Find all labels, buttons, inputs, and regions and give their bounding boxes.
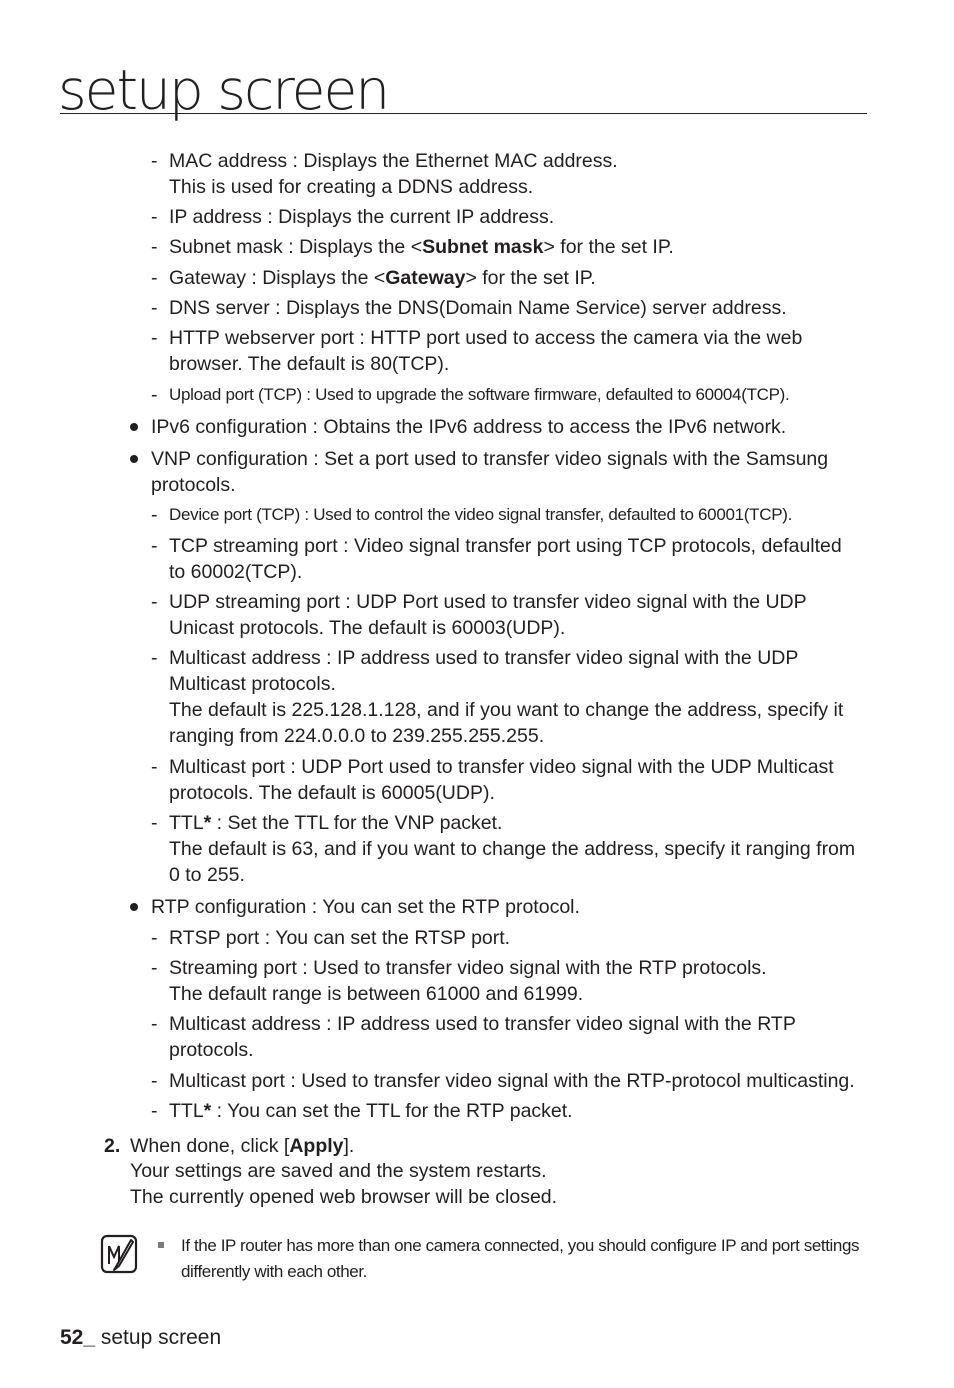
dash-marker: - bbox=[151, 327, 158, 349]
ttl-star: * bbox=[203, 812, 212, 834]
mac-address-line-1: MAC address : Displays the Ethernet MAC address. bbox=[169, 150, 618, 172]
ttl-line-3: 0 to 255. bbox=[169, 864, 245, 886]
dash-marker: - bbox=[151, 150, 158, 172]
dash-marker: - bbox=[151, 1070, 158, 1092]
rtp-ttl-star: * bbox=[203, 1100, 212, 1122]
multicast-address-line-2: Multicast protocols. bbox=[169, 673, 336, 695]
ipv6-configuration-item: IPv6 configuration : Obtains the IPv6 address to access the IPv6 network. bbox=[151, 416, 787, 438]
note-line-1: If the IP router has more than one camera connected, you should configure IP and port settings bbox=[181, 1236, 860, 1255]
ip-address-item: IP address : Displays the current IP address. bbox=[169, 206, 555, 228]
tcp-streaming-line-1: TCP streaming port : Video signal transfer port using TCP protocols, defaulted bbox=[169, 535, 842, 557]
step-number: 2. bbox=[104, 1135, 121, 1157]
rtp-ttl-description: : You can set the TTL for the RTP packet. bbox=[211, 1100, 573, 1122]
gateway-bold: Gateway bbox=[385, 267, 466, 289]
rtp-ttl-label: TTL bbox=[169, 1100, 204, 1122]
rtp-multicast-address-line-1: Multicast address : IP address used to transfer video signal with the RTP bbox=[169, 1013, 796, 1035]
step2-line-1-post: ]. bbox=[343, 1135, 355, 1157]
subnet-mask-pre: Subnet mask : Displays the < bbox=[169, 236, 423, 258]
gateway-item bbox=[169, 265, 596, 291]
step2-line-2: Your settings are saved and the system restarts. bbox=[130, 1160, 547, 1182]
dash-marker: - bbox=[151, 927, 158, 949]
ttl-line-1 bbox=[169, 810, 502, 836]
footer-section-name: setup screen bbox=[95, 1326, 222, 1349]
step2-line-1 bbox=[130, 1133, 354, 1159]
dash-marker: - bbox=[151, 384, 158, 406]
page-footer bbox=[60, 1324, 221, 1352]
dash-marker: - bbox=[151, 591, 158, 613]
dash-marker: - bbox=[151, 504, 158, 526]
subnet-mask-post: > for the set IP. bbox=[543, 236, 674, 258]
rtp-ttl-item bbox=[169, 1098, 573, 1124]
dash-marker: - bbox=[151, 535, 158, 557]
subnet-mask-bold: Subnet mask bbox=[422, 236, 544, 258]
multicast-port-line-2: protocols. The default is 60005(UDP). bbox=[169, 782, 495, 804]
upload-port-item: Upload port (TCP) : Used to upgrade the software firmware, defaulted to 60004(TCP). bbox=[169, 385, 790, 404]
rtp-multicast-address-line-2: protocols. bbox=[169, 1039, 254, 1061]
device-port-item: Device port (TCP) : Used to control the video signal transfer, defaulted to 60001(TCP). bbox=[169, 505, 793, 524]
subnet-mask-item bbox=[169, 234, 674, 260]
ttl-label: TTL bbox=[169, 812, 204, 834]
dash-marker: - bbox=[151, 1100, 158, 1122]
dash-marker: - bbox=[151, 647, 158, 669]
multicast-address-line-1: Multicast address : IP address used to transfer video signal with the UDP bbox=[169, 647, 799, 669]
ttl-description: : Set the TTL for the VNP packet. bbox=[211, 812, 503, 834]
step2-line-3: The currently opened web browser will be closed. bbox=[130, 1186, 558, 1208]
rtp-multicast-port-item: Multicast port : Used to transfer video signal with the RTP-protocol multicasting. bbox=[169, 1070, 855, 1092]
footer-page-number: 52_ bbox=[60, 1326, 96, 1349]
rtsp-port-item: RTSP port : You can set the RTSP port. bbox=[169, 927, 511, 949]
dash-marker: - bbox=[151, 206, 158, 228]
note-pencil-icon bbox=[100, 1234, 140, 1274]
dash-marker: - bbox=[151, 957, 158, 979]
dash-marker: - bbox=[151, 1013, 158, 1035]
streaming-port-line-2: The default range is between 61000 and 61999. bbox=[169, 983, 584, 1005]
multicast-port-line-1: Multicast port : UDP Port used to transfer video signal with the UDP Multicast bbox=[169, 756, 834, 778]
title-rule bbox=[60, 113, 867, 114]
ttl-line-2: The default is 63, and if you want to change the address, specify it ranging from bbox=[169, 838, 856, 860]
rtp-configuration-item: RTP configuration : You can set the RTP protocol. bbox=[151, 896, 580, 918]
multicast-address-line-4: ranging from 224.0.0.0 to 239.255.255.255. bbox=[169, 725, 545, 747]
http-port-line-1: HTTP webserver port : HTTP port used to access the camera via the web bbox=[169, 327, 803, 349]
note-line-2: differently with each other. bbox=[181, 1262, 367, 1281]
dns-server-item: DNS server : Displays the DNS(Domain Name Service) server address. bbox=[169, 297, 787, 319]
dash-marker: - bbox=[151, 267, 158, 289]
streaming-port-line-1: Streaming port : Used to transfer video signal with the RTP protocols. bbox=[169, 957, 767, 979]
vnp-configuration-line-2: protocols. bbox=[151, 474, 236, 496]
mac-address-line-2: This is used for creating a DDNS address. bbox=[169, 176, 534, 198]
http-port-line-2: browser. The default is 80(TCP). bbox=[169, 353, 450, 375]
dash-marker: - bbox=[151, 297, 158, 319]
dash-marker: - bbox=[151, 756, 158, 778]
multicast-address-line-3: The default is 225.128.1.128, and if you want to change the address, specify it bbox=[169, 699, 844, 721]
step2-line-1-pre: When done, click [ bbox=[130, 1135, 290, 1157]
note-square-marker bbox=[158, 1242, 164, 1248]
udp-streaming-line-1: UDP streaming port : UDP Port used to transfer video signal with the UDP bbox=[169, 591, 807, 613]
dash-marker: - bbox=[151, 812, 158, 834]
vnp-configuration-line-1: VNP configuration : Set a port used to transfer video signals with the Samsung bbox=[151, 448, 829, 470]
tcp-streaming-line-2: to 60002(TCP). bbox=[169, 561, 303, 583]
apply-label: Apply bbox=[289, 1135, 344, 1157]
dash-marker: - bbox=[151, 236, 158, 258]
page-title: setup screen bbox=[58, 58, 389, 122]
bullet-marker bbox=[130, 903, 140, 913]
gateway-post: > for the set IP. bbox=[465, 267, 596, 289]
udp-streaming-line-2: Unicast protocols. The default is 60003(UDP). bbox=[169, 617, 566, 639]
bullet-marker bbox=[130, 423, 140, 433]
gateway-pre: Gateway : Displays the < bbox=[169, 267, 386, 289]
bullet-marker bbox=[130, 455, 140, 465]
